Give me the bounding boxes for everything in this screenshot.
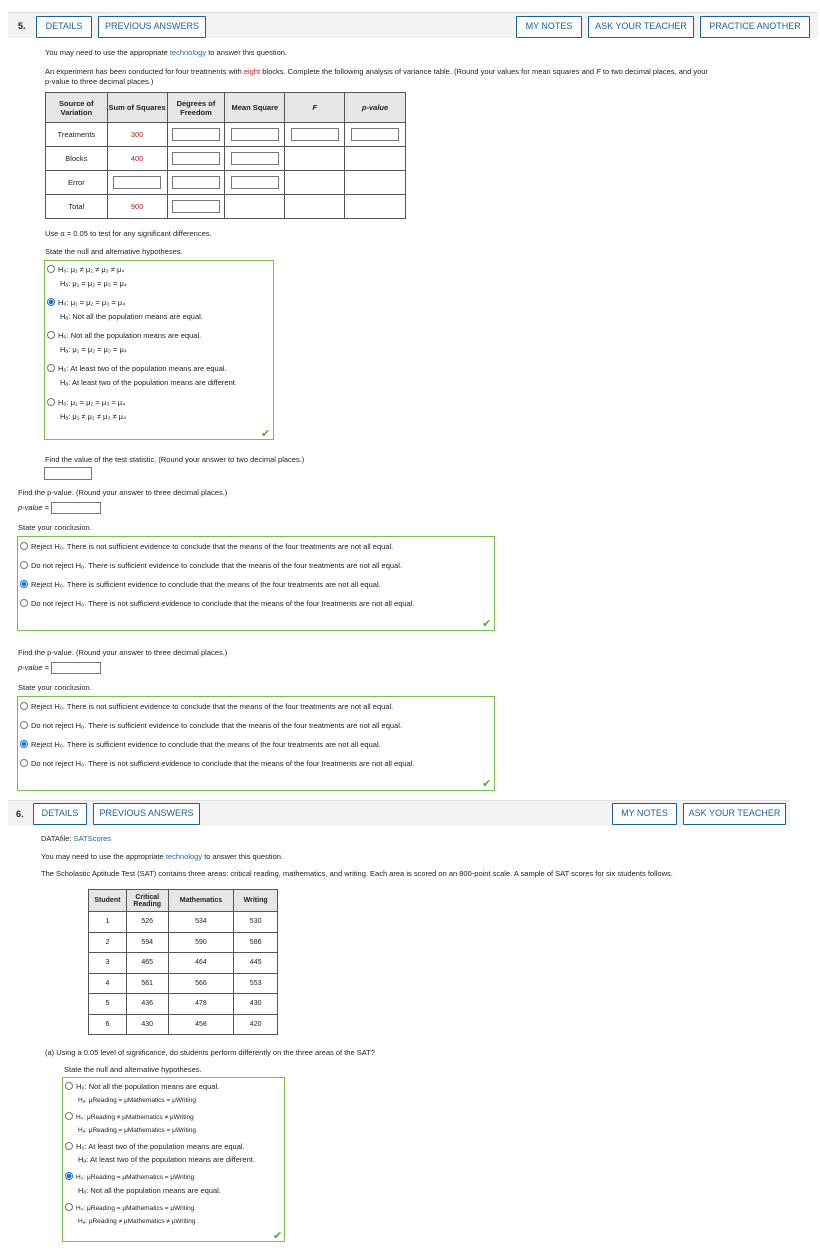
anova-header: Source of Variation (46, 93, 108, 123)
hypothesis-alt: Hₐ: μ₁ = μ₂ = μ₃ = μ₄ (60, 345, 127, 354)
cell: 430 (126, 1014, 168, 1035)
pvalue-input[interactable] (51, 502, 101, 514)
anova-header: Mean Square (225, 93, 285, 123)
q5-number: 5. (18, 21, 26, 31)
radio-button-selected[interactable] (47, 298, 55, 306)
radio-button[interactable] (20, 702, 28, 710)
cell: 586 (234, 932, 278, 953)
q6-intro: The Scholastic Aptitude Test (SAT) contains three areas: critical reading, mathematics, and writing. Each area is scored on an 800-point scale. A sample of SAT scores for six students follows. (41, 869, 673, 878)
q6-number: 6. (16, 809, 24, 819)
state-conclusion: State your conclusion. (18, 683, 92, 692)
pvalue-row: p-value = (18, 662, 101, 674)
cell: 465 (126, 953, 168, 974)
df-input[interactable] (172, 176, 220, 189)
anova-ss: 300 (107, 123, 167, 147)
radio-button[interactable] (47, 398, 55, 406)
checkmark-icon: ✔ (482, 778, 492, 790)
radio-button[interactable] (47, 331, 55, 339)
radio-button[interactable] (65, 1203, 73, 1211)
anova-header: Degrees of Freedom (167, 93, 225, 123)
conclusion-option[interactable]: Reject H₀. There is sufficient evidence to conclude that the means of the four treatments are not all equal. (20, 739, 381, 751)
radio-button-selected[interactable] (20, 740, 28, 748)
cell: 478 (168, 994, 234, 1015)
radio-button-selected[interactable] (20, 580, 28, 588)
test-statistic-input[interactable] (44, 467, 92, 480)
hypothesis-alt: Hₐ: Not all the population means are equal. (60, 312, 203, 321)
anova-header: Sum of Squares (107, 93, 167, 123)
hypothesis-alt: Hₐ: μ₁ ≠ μ₂ ≠ μ₃ ≠ μ₄ (60, 412, 127, 421)
radio-button[interactable] (65, 1112, 73, 1120)
technology-link[interactable]: technology (165, 852, 203, 861)
checkmark-icon: ✔ (273, 1230, 283, 1242)
q6-previous-answers-button[interactable]: PREVIOUS ANSWERS (93, 803, 200, 825)
hypothesis-option[interactable]: H₀: μReading ≠ μMathematics ≠ μWriting (65, 1112, 194, 1124)
radio-button[interactable] (20, 561, 28, 569)
cell: 530 (234, 912, 278, 933)
sat-header: Writing (234, 890, 278, 912)
table-row (89, 932, 278, 953)
anova-ss: 900 (107, 195, 167, 219)
anova-row (46, 123, 406, 147)
conclusion-option[interactable]: Do not reject H₀. There is sufficient evidence to conclude that the means of the four treatments are not all equal. (20, 560, 402, 572)
radio-button[interactable] (65, 1142, 73, 1150)
state-hypotheses: State the null and alternative hypotheses. (64, 1065, 202, 1074)
test-statistic-prompt: Find the value of the test statistic. (Round your answer to two decimal places.) (45, 455, 305, 464)
hypothesis-alt: Hₐ: At least two of the population means are different. (60, 378, 237, 387)
hypothesis-alt: Hₐ: μReading ≠ μMathematics ≠ μWriting (78, 1218, 196, 1225)
sat-header: Mathematics (168, 890, 234, 912)
q6-ask-teacher-button[interactable]: ASK YOUR TEACHER (683, 803, 786, 825)
q5-technology-note: You may need to use the appropriate technology to answer this question. (45, 48, 287, 57)
pvalue-input[interactable] (351, 128, 399, 141)
anova-row (46, 147, 406, 171)
conclusion-option[interactable]: Reject H₀. There is not sufficient evidence to conclude that the means of the four treatments are not all equal. (20, 701, 393, 713)
ms-input[interactable] (231, 152, 279, 165)
q5-intro: An experiment has been conducted for four treatments with eight blocks. Complete the following analysis of variance table. (Round your values for mean squares and F to two decimal places, and your (45, 67, 708, 76)
q5-practice-another-button[interactable]: PRACTICE ANOTHER (700, 16, 810, 38)
ms-input[interactable] (231, 128, 279, 141)
table-row (89, 912, 278, 933)
radio-button-selected[interactable] (65, 1172, 73, 1180)
q5-details-button[interactable]: DETAILS (36, 16, 92, 38)
q5-intro-line2: p-value to three decimal places.) (45, 77, 154, 86)
hypothesis-alt: Hₐ: At least two of the population means are different. (78, 1155, 255, 1164)
cell: 5 (89, 994, 127, 1015)
radio-button[interactable] (20, 721, 28, 729)
cell: 436 (126, 994, 168, 1015)
cell: 4 (89, 973, 127, 994)
table-row (89, 994, 278, 1015)
cell: 430 (234, 994, 278, 1015)
cell: 6 (89, 1014, 127, 1035)
cell: 526 (126, 912, 168, 933)
radio-button[interactable] (20, 759, 28, 767)
pvalue-prompt: Find the p-value. (Round your answer to three decimal places.) (18, 648, 228, 657)
conclusion-option[interactable]: Do not reject H₀. There is sufficient evidence to conclude that the means of the four treatments are not all equal. (20, 720, 402, 732)
cell: 566 (168, 973, 234, 994)
cell: 445 (234, 953, 278, 974)
pvalue-prompt: Find the p-value. (Round your answer to three decimal places.) (18, 488, 228, 497)
hypothesis-option[interactable]: H₀: μReading = μMathematics = μWriting (65, 1203, 194, 1215)
hypothesis-alt: Hₐ: Not all the population means are equal. (78, 1186, 221, 1195)
f-input[interactable] (291, 128, 339, 141)
radio-button[interactable] (20, 542, 28, 550)
datafile-link[interactable]: SATScores (73, 834, 112, 843)
state-conclusion: State your conclusion. (18, 523, 92, 532)
hypothesis-option[interactable]: H₀: μReading = μMathematics = μWriting (65, 1172, 194, 1184)
df-input[interactable] (172, 152, 220, 165)
anova-table (45, 92, 406, 219)
datafile-line: DATAfile: SATScores (41, 834, 112, 843)
anova-source: Treatments (46, 123, 108, 147)
sat-table (88, 889, 278, 1035)
q6-details-button[interactable]: DETAILS (33, 803, 87, 825)
anova-header: F (285, 93, 345, 123)
cell: 594 (126, 932, 168, 953)
df-input[interactable] (172, 200, 220, 213)
sat-header: Critical Reading (126, 890, 168, 912)
q5-my-notes-button[interactable]: MY NOTES (516, 16, 582, 38)
cell: 3 (89, 953, 127, 974)
hypothesis-option[interactable]: H₀: μ₁ = μ₂ = μ₃ = μ₄ (47, 297, 125, 309)
q5-previous-answers-button[interactable]: PREVIOUS ANSWERS (98, 16, 206, 38)
radio-button[interactable] (20, 599, 28, 607)
ms-input[interactable] (231, 176, 279, 189)
conclusion-option[interactable]: Reject H₀. There is sufficient evidence to conclude that the means of the four treatments are not all equal. (20, 579, 381, 591)
alpha-instruction: Use α = 0.05 to test for any significant differences. (45, 229, 212, 238)
cell: 2 (89, 932, 127, 953)
q6-my-notes-button[interactable]: MY NOTES (612, 803, 677, 825)
hypothesis-alt: Hₐ: μ₁ = μ₂ = μ₃ = μ₄ (60, 279, 127, 288)
radio-button[interactable] (47, 265, 55, 273)
sat-header-row (89, 890, 278, 912)
checkmark-icon: ✔ (261, 428, 271, 440)
df-input[interactable] (172, 128, 220, 141)
cell: 590 (168, 932, 234, 953)
conclusion-option[interactable]: Do not reject H₀. There is not sufficient evidence to conclude that the means of the four treatments are not all equal. (20, 758, 414, 770)
hypothesis-alt: Hₐ: μReading = μMathematics = μWriting (78, 1097, 196, 1104)
hypothesis-option[interactable]: H₀: Not all the population means are equal. (65, 1081, 219, 1093)
anova-ss: 400 (107, 147, 167, 171)
table-row (89, 973, 278, 994)
hypothesis-option[interactable]: H₀: At least two of the population means are equal. (65, 1141, 245, 1153)
anova-header: p-value (345, 93, 406, 123)
table-row (89, 1014, 278, 1035)
state-hypotheses: State the null and alternative hypotheses. (45, 247, 183, 256)
radio-button[interactable] (47, 364, 55, 372)
pvalue-input[interactable] (51, 662, 101, 674)
conclusion-option[interactable]: Do not reject H₀. There is not sufficient evidence to conclude that the means of the four treatments are not all equal. (20, 598, 414, 610)
anova-row (46, 195, 406, 219)
sat-header: Student (89, 890, 127, 912)
hypothesis-option[interactable]: H₀: Not all the population means are equal. (47, 330, 201, 342)
anova-row (46, 171, 406, 195)
radio-button[interactable] (65, 1082, 73, 1090)
technology-link[interactable]: technology (169, 48, 207, 57)
cell: 420 (234, 1014, 278, 1035)
cell: 553 (234, 973, 278, 994)
q6-technology-note: You may need to use the appropriate technology to answer this question. (41, 852, 283, 861)
cell: 464 (168, 953, 234, 974)
ss-input[interactable] (113, 176, 161, 189)
anova-source: Total (46, 195, 108, 219)
anova-header-row (46, 93, 406, 123)
pvalue-row: p-value = (18, 502, 101, 514)
conclusion-option[interactable]: Reject H₀. There is not sufficient evidence to conclude that the means of the four treatments are not all equal. (20, 541, 393, 553)
hypothesis-option[interactable]: H₀: At least two of the population means are equal. (47, 363, 227, 375)
table-row (89, 953, 278, 974)
hypothesis-option[interactable]: H₀: μ₁ ≠ μ₂ ≠ μ₃ ≠ μ₄ (47, 264, 124, 276)
cell: 534 (168, 912, 234, 933)
part-a-question: (a) Using a 0.05 level of significance, do students perform differently on the three areas of the SAT? (45, 1048, 375, 1057)
anova-source: Blocks (46, 147, 108, 171)
hypothesis-option[interactable]: H₀: μ₁ = μ₂ = μ₃ = μ₄ (47, 397, 125, 409)
checkmark-icon: ✔ (482, 618, 492, 630)
cell: 458 (168, 1014, 234, 1035)
hypothesis-alt: Hₐ: μReading = μMathematics = μWriting (78, 1127, 196, 1134)
anova-source: Error (46, 171, 108, 195)
cell: 1 (89, 912, 127, 933)
q5-ask-teacher-button[interactable]: ASK YOUR TEACHER (588, 16, 694, 38)
cell: 561 (126, 973, 168, 994)
